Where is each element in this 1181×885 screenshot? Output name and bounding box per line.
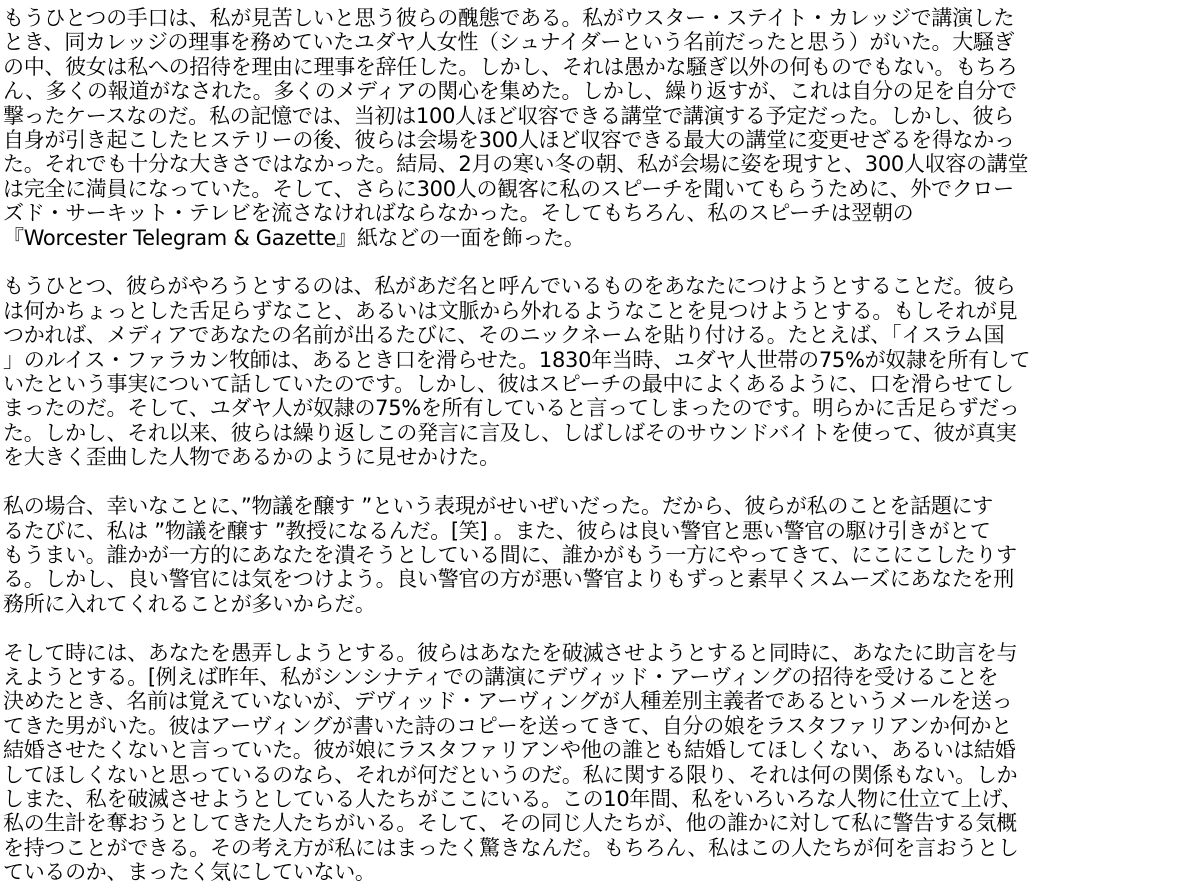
text-line: もうひとつ、彼らがやろうとするのは、私があだ名と呼んでいるものをあなたにつけようとすることだ。彼ら	[3, 274, 1016, 299]
text-line: えようとする。[例えば昨年、私がシンシナティでの講演にデヴィッド・アーヴィングの招待を受けることを	[3, 664, 999, 689]
text-line: を持つことができる。その考え方が私にはまったく驚きなんだ。もちろん、私はこの人たちが何を言おうとし	[3, 835, 1019, 860]
text-line: もうひとつの手口は、私が見苦しいと思う彼らの醜態である。私がウスター・ステイト・カレッジで講演した	[3, 6, 1015, 30]
text-line: を大きく歪曲した人物であるかのように見せかけた。	[3, 445, 500, 470]
text-line: 私の生計を奪おうとしてきた人たちがいる。そして、その同じ人たちが、他の誰かに対して私に警告する気概	[3, 811, 1017, 836]
document-paragraph	[3, 494, 1181, 616]
document-paragraph	[3, 274, 1181, 469]
text-line: まったのだ。そして、ユダヤ人が奴隷の75%を所有していると言ってしまったのです。明らかに舌足らずだっ	[3, 396, 1020, 421]
text-line: 」のルイス・ファラカン牧師は、あるとき口を滑らせた。1830年当時、ユダヤ人世帯の75%が奴隷を所有して	[3, 347, 1031, 372]
text-line: してほしくないと思っているのなら、それが何だというのだ。私に関する限り、それは何の関係もない。しか	[3, 762, 1018, 787]
text-line: ん、多くの報道がなされた。多くのメディアの関心を集めた。しかし、繰り返すが、これは自分の足を自分で	[3, 79, 1017, 104]
document-paragraph	[3, 641, 1181, 885]
text-line: る。しかし、良い警官には気をつけよう。良い警官の方が悪い警官よりもずっと素早くスムーズにあなたを刑	[3, 567, 1014, 592]
text-line: とき、同カレッジの理事を務めていたユダヤ人女性（シュナイダーという名前だったと思う）がいた。大騒ぎ	[3, 30, 1015, 55]
text-line: もうまい。誰かが一方的にあなたを潰そうとしている間に、誰かがもう一方にやってきて、にこにこしたりす	[3, 542, 1017, 567]
text-line: は完全に満員になっていた。そして、さらに300人の観客に私のスピーチを聞いてもらうために、外でクロー	[3, 176, 1014, 201]
text-line: るたびに、私は ”物議を醸す ”教授になるんだ。[笑] 。また、彼らは良い警官と悪い警官の駆け引きがとて	[3, 518, 991, 543]
text-line: た。しかし、それ以来、彼らは繰り返しこの発言に言及し、しばしばそのサウンドバイトを使って、彼が真実	[3, 420, 1017, 445]
text-line: 私の場合、幸いなことに、”物議を醸す ”という表現がせいぜいだった。だから、彼らが私のことを話題にす	[3, 494, 993, 519]
text-line: 撃ったケースなのだ。私の記憶では、当初は100人ほど収容できる講堂で講演する予定だった。しかし、彼ら	[3, 103, 1015, 128]
text-line: 務所に入れてくれることが多いからだ。	[3, 591, 376, 616]
document-paragraph	[3, 6, 1181, 250]
text-line: 『Worcester Telegram & Gazette』紙などの一面を飾った。	[3, 225, 585, 250]
text-line: そして時には、あなたを愚弄しようとする。彼らはあなたを破滅させようとすると同時に、あなたに助言を与	[3, 640, 1018, 665]
text-line: は何かちょっとした舌足らずなこと、あるいは文脈から外れるようなことを見つけようとする。もしそれが見	[3, 298, 1018, 323]
text-line: しまた、私を破滅させようとしている人たちがここにいる。この10年間、私をいろいろな人物に仕立て上げ、	[3, 786, 1022, 811]
text-line: た。それでも十分な大きさではなかった。結局、2月の寒い冬の朝、私が会場に姿を現すと、300人収容の講堂	[3, 152, 1029, 177]
text-line: 結婚させたくないと言っていた。彼が娘にラスタファリアンや他の誰とも結婚してほしくない、あるいは結婚	[3, 738, 1016, 763]
text-line: 自身が引き起こしたヒステリーの後、彼らは会場を300人ほど収容できる最大の講堂に変更せざるを得なかっ	[3, 128, 1015, 153]
text-line: てきた男がいた。彼はアーヴィングが書いた詩のコピーを送ってきて、自分の娘をラスタファリアンか何かと	[3, 713, 1012, 738]
text-line: ズド・サーキット・テレビを流さなければならなかった。そしてもちろん、私のスピーチは翌朝の	[3, 201, 914, 226]
text-line: つかれば、メディアであなたの名前が出るたびに、そのニックネームを貼り付ける。たとえば、「イスラム国	[3, 323, 1005, 348]
text-line: の中、彼女は私への招待を理由に理事を辞任した。しかし、それは愚かな騒ぎ以外の何ものでもない。もちろ	[3, 54, 1018, 79]
text-line: ているのか、まったく気にしていない。	[3, 860, 376, 885]
text-line: 決めたとき、名前は覚えていないが、デヴィッド・アーヴィングが人種差別主義者であるというメールを送っ	[3, 689, 1013, 714]
text-line: いたという事実について話していたのです。しかし、彼はスピーチの最中によくあるように、口を滑らせてし	[3, 372, 1014, 397]
